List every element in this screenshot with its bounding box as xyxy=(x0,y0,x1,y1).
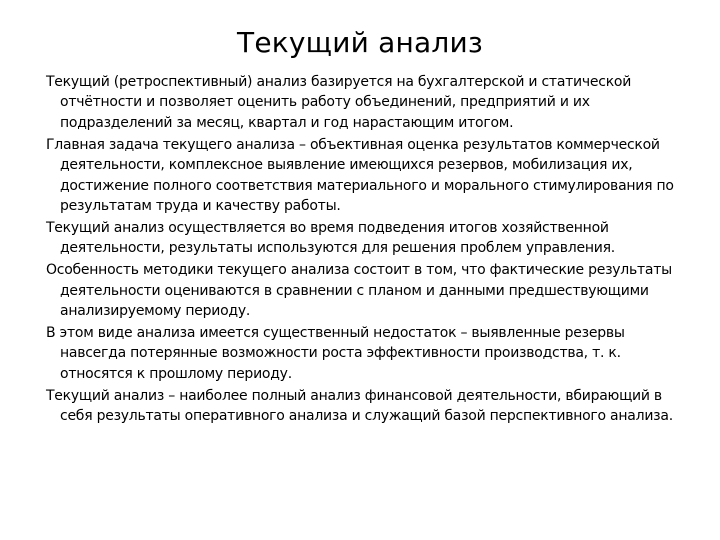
paragraph-3: Текущий анализ осуществляется во время подведения итогов хозяйственной деятельности, результаты используются для решения проблем управления. xyxy=(46,219,615,257)
paragraph-4: Особенность методики текущего анализа состоит в том, что фактические результаты деятельности оцениваются в сравнении с планом и данными предшествующими анализируемому периоду. xyxy=(46,262,672,319)
paragraph-5: В этом виде анализа имеется существенный недостаток – выявленные резервы навсегда потерянные возможности роста эффективности производства, т. к. относятся к прошлому периоду. xyxy=(46,324,625,382)
slide-title: Текущий анализ xyxy=(237,26,483,59)
paragraph-1: Текущий (ретроспективный) анализ базируется на бухгалтерской и статической отчётности и позволяет оценить работу объединений, предприятий и их подразделений за месяц, квартал и год нарастающим итогом. xyxy=(46,74,632,131)
paragraph-6: Текущий анализ – наиболее полный анализ финансовой деятельности, вбирающий в себя результаты оперативного анализа и служащий базой перспективного анализа. xyxy=(46,387,673,424)
paragraph-2: Главная задача текущего анализа – объективная оценка результатов коммерческой деятельности, комплексное выявление имеющихся резервов, мобилизация их, достижение полного соответствия материального и морального стимулирования по результатам труда и качеству работы. xyxy=(46,136,674,214)
slide-body xyxy=(46,72,682,428)
